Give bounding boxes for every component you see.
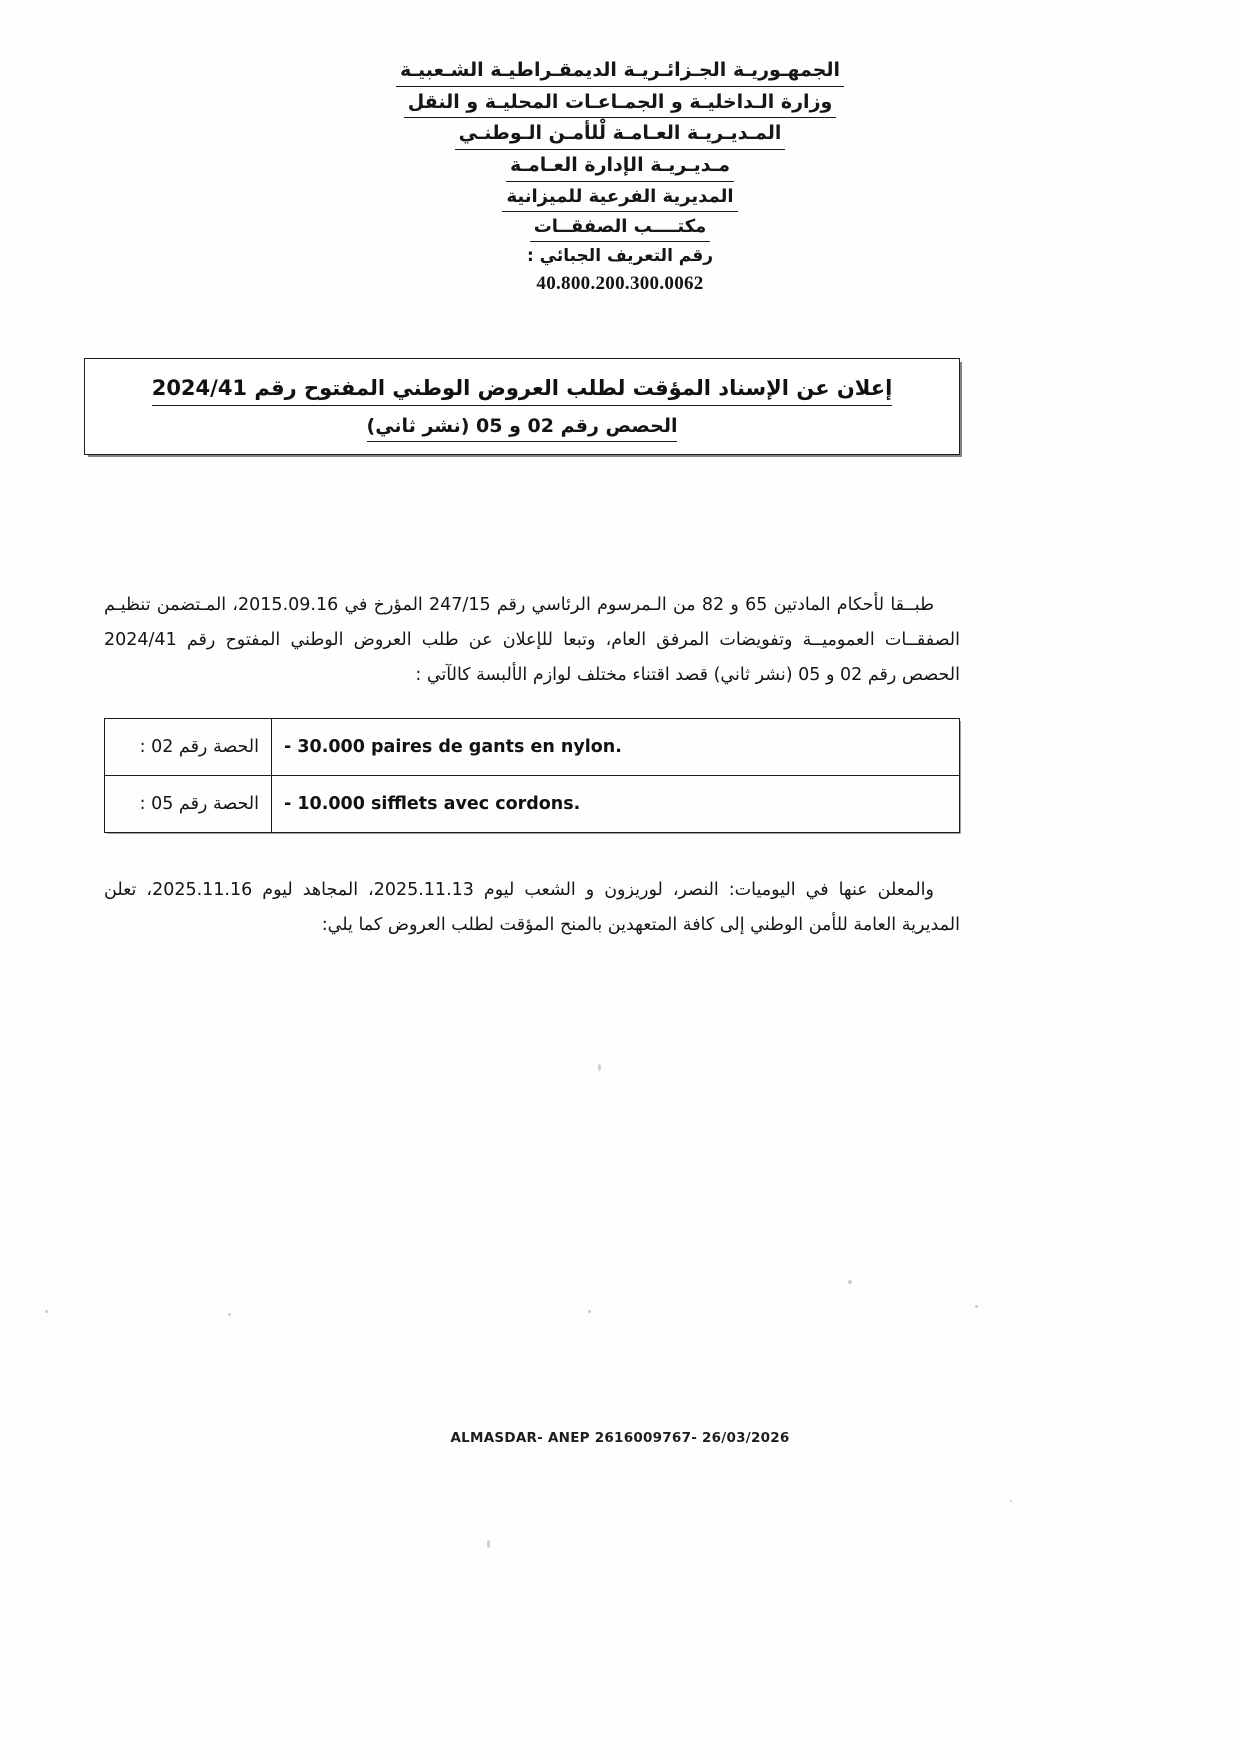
lots-table-body: [105, 719, 960, 833]
masthead-tax-number: 40.800.200.300.0062: [536, 273, 704, 295]
scan-speck: [1010, 1500, 1012, 1502]
announcement-title-sub-wrap: [95, 406, 949, 442]
scan-speck: [45, 1310, 48, 1313]
announcement-title-main-wrap: [95, 373, 949, 406]
scan-speck: [588, 1310, 591, 1313]
announcement-title-box: [84, 358, 960, 455]
masthead-tax-label: رقم التعريف الجبائي :: [526, 246, 714, 267]
masthead-line-republic: الجمهـوريـة الجـزائـريـة الديمقـراطيـة الشـعبيـة: [396, 58, 844, 87]
scan-speck: [598, 1064, 601, 1071]
table-row: [105, 719, 960, 776]
lot-label: الحصة رقم 02 :: [105, 719, 272, 776]
footer-reference: ALMASDAR- ANEP 2616009767- 26/03/2026: [450, 1430, 790, 1446]
masthead-line-contracts-office: مكتــــب الصفقــات: [530, 215, 711, 242]
publication-paragraph: والمعلن عنها في اليوميات: النصر، لوريزون و الشعب ليوم 2025.11.13، المجاهد ليوم 2025.11.16، تعلن المديرية العامة للأمن الوطني إلى كافة المتعهدين بالمنح المؤقت لطلب العروض كما يلي:: [104, 879, 960, 935]
announcement-title-sub: الحصص رقم 02 و 05 (نشر ثاني): [367, 413, 678, 442]
lot-label: الحصة رقم 05 :: [105, 776, 272, 833]
legal-basis-paragraph: طبــقا لأحكام المادتين 65 و 82 من الـمرسوم الرئاسي رقم 247/15 المؤرخ في 2015.09.16، المـتضمن تنظيـم الصفقــات العموميــة وتفويضات المرفق العام، وتبعا للإعلان عن طلب العروض الوطني المفتوح رقم 2024/41 الحصص رقم 02 و 05 (نشر ثاني) قصد اقتناء مختلف لوازم الألبسة كالآتي :: [104, 594, 960, 685]
scan-speck: [975, 1305, 978, 1308]
lots-table: [104, 718, 960, 833]
scan-speck: [228, 1313, 231, 1316]
masthead-line-directorate-general: المـديـريـة العـامـة لْلأمـن الـوطنـي: [455, 121, 786, 150]
announcement-title-main: إعلان عن الإسناد المؤقت لطلب العروض الوطني المفتوح رقم 2024/41: [152, 373, 893, 406]
lot-description: - 10.000 sifflets avec cordons.: [272, 776, 960, 833]
table-row: [105, 776, 960, 833]
masthead-line-ministry: وزارة الـداخليـة و الجمـاعـات المحليـة و النقل: [404, 90, 837, 119]
scan-speck: [848, 1280, 852, 1284]
masthead: [0, 58, 1240, 295]
masthead-line-budget-subdirectorate: المديرية الفرعية للميزانية: [502, 185, 737, 212]
masthead-line-directorate-administration: مـديـريـة الإدارة العـامـة: [506, 153, 734, 182]
lot-description: - 30.000 paires de gants en nylon.: [272, 719, 960, 776]
scan-speck: [487, 1540, 490, 1548]
